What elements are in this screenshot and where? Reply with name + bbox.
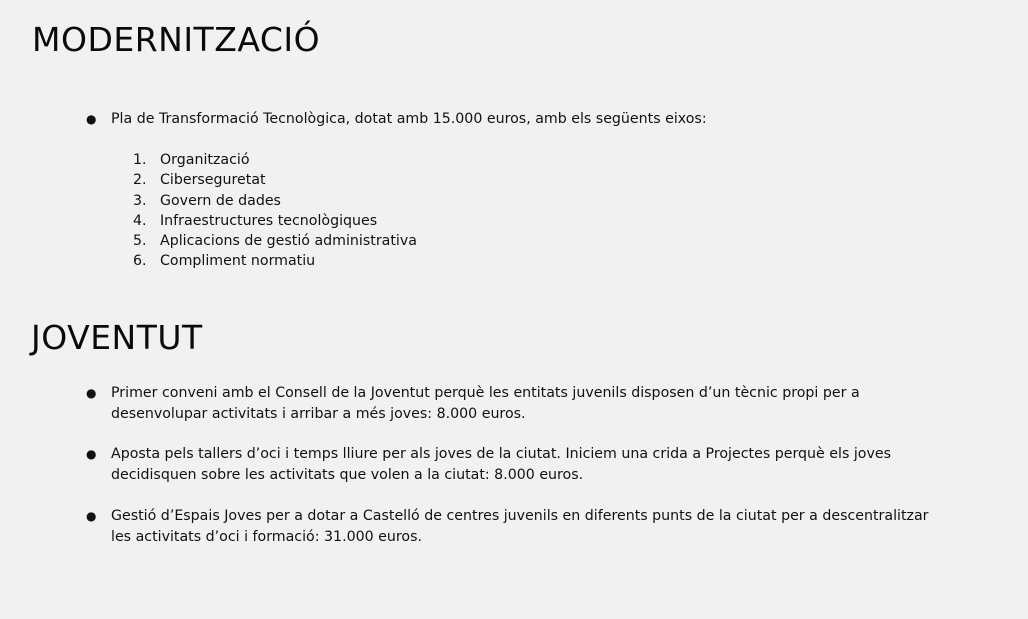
list-number: 1. xyxy=(133,152,147,168)
bullet-icon: ● xyxy=(86,509,97,523)
list-number: 5. xyxy=(133,233,147,250)
list-item-label: Infraestructures tecnològiques xyxy=(160,212,378,229)
list-item-label: Organització xyxy=(160,152,250,168)
bullet-text: Primer conveni amb el Consell de la Joventut perquè les entitats juvenils disposen d’un tècnic propi per a desenvolupar activitats i arribar a més joves: 8.000 euros. xyxy=(111,385,860,422)
list-item xyxy=(133,231,417,251)
bullet-text: Pla de Transformació Tecnològica, dotat amb 15.000 euros, amb els següents eixos: xyxy=(111,111,707,127)
bullet-icon: ● xyxy=(86,112,97,126)
list-item xyxy=(133,211,417,231)
list-item-label: Aplicacions de gestió administrativa xyxy=(160,233,417,250)
list-number: 4. xyxy=(133,212,147,229)
bullet-item-espais-joves xyxy=(86,506,946,547)
list-item xyxy=(133,150,417,170)
section-heading-modernitzacio: MODERNITZACIÓ xyxy=(32,20,321,59)
bullet-item-pla-transformacio xyxy=(86,109,946,130)
list-item xyxy=(133,251,417,271)
bullet-icon: ● xyxy=(86,447,97,461)
bullet-icon: ● xyxy=(86,386,97,400)
axes-list xyxy=(133,150,417,272)
list-item-label: Ciberseguretat xyxy=(160,172,266,189)
list-number: 3. xyxy=(133,192,147,209)
list-number: 2. xyxy=(133,172,147,189)
list-item xyxy=(133,191,417,211)
list-item-label: Compliment normatiu xyxy=(160,253,316,270)
bullet-text: Aposta pels tallers d’oci i temps lliure per als joves de la ciutat. Iniciem una crida a Projectes perquè els joves decidisquen sobre les activitats que volen a la ciutat: 8.000 euros. xyxy=(111,446,891,483)
list-number: 6. xyxy=(133,253,147,270)
section-heading-joventut: JOVENTUT xyxy=(31,318,203,357)
bullet-item-conveni xyxy=(86,383,946,424)
bullet-text: Gestió d’Espais Joves per a dotar a Castelló de centres juvenils en diferents punts de la ciutat per a descentralitzar les activitats d’oci i formació: 31.000 euros. xyxy=(111,508,929,545)
list-item xyxy=(133,170,417,190)
list-item-label: Govern de dades xyxy=(160,192,281,209)
bullet-item-tallers xyxy=(86,444,946,485)
